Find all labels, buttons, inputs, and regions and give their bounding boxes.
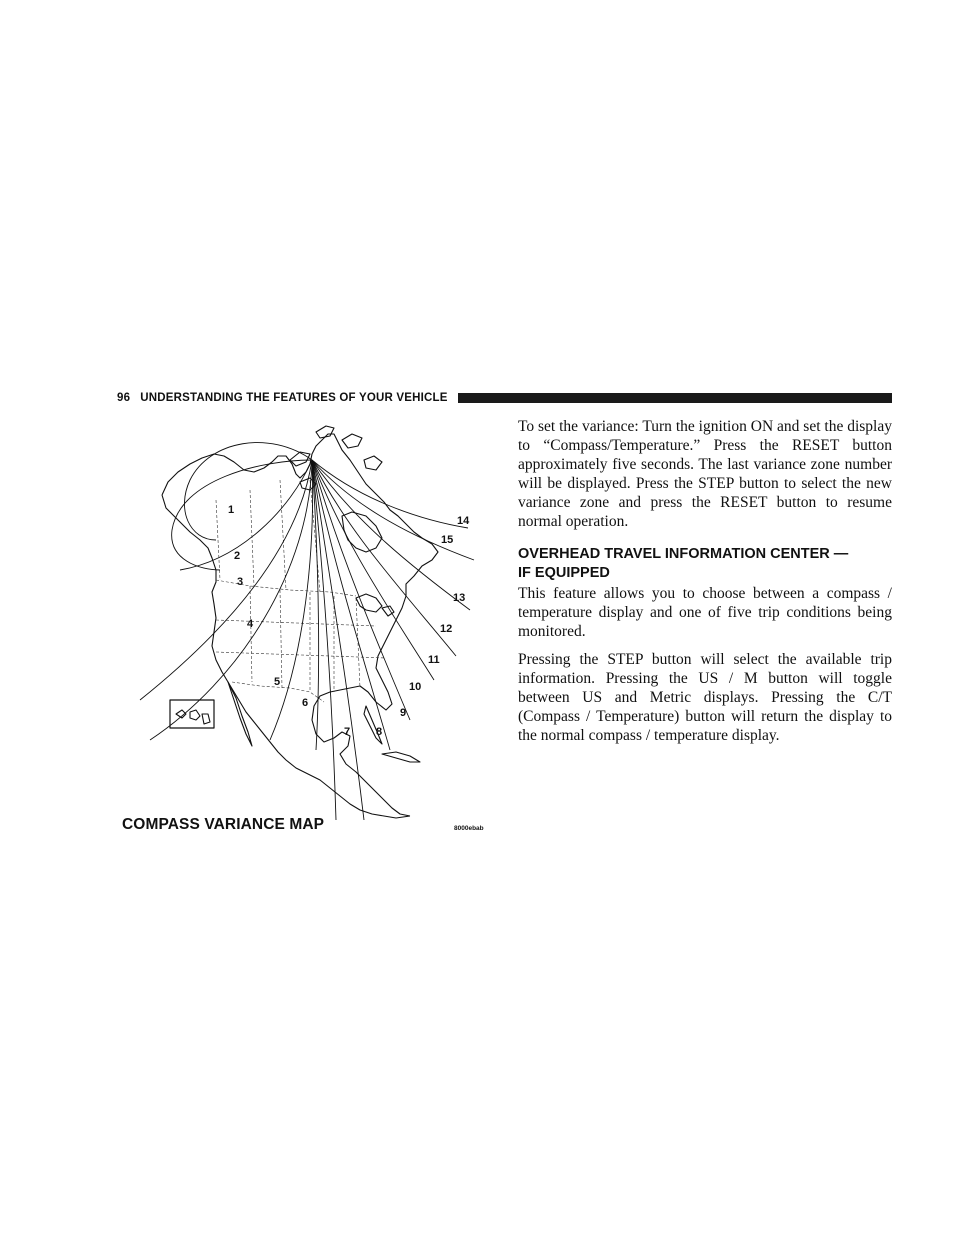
zone-label: 7 [344,726,351,738]
zone-label: 9 [400,707,407,719]
section-heading-line-2: IF EQUIPPED [518,565,610,581]
zone-boundary-line-9 [312,460,390,750]
section-heading [518,545,892,583]
section-heading-line-1: OVERHEAD TRAVEL INFORMATION CENTER — [518,546,849,562]
zone-label: 4 [247,618,254,630]
florida [364,706,382,744]
zone-boundary-arc-4 [140,460,312,700]
zone-label: 11 [428,654,440,666]
body-text-column [518,417,892,754]
header-title: UNDERSTANDING THE FEATURES OF YOUR VEHICLE [140,392,448,404]
zone-label: 12 [440,623,453,635]
zone-boundary-arc-2 [172,460,312,570]
zone-label: 1 [228,504,235,516]
paragraph-feature-description: This feature allows you to choose between a compass / temperature display and one of five trip conditions being monitored. [518,585,892,640]
zone-label: 3 [237,576,244,588]
page-number: 96 [117,392,131,404]
figure-code: 8000ebab [454,825,484,832]
zone-boundary-line-15 [312,460,468,528]
header-rule [458,393,892,403]
zone-label: 2 [234,550,241,562]
paragraph-step-button: Pressing the STEP button will select the available trip information. Pressing the US / M button will toggle between US and Metric displays. Pressing the C/T (Compass / Temperature) button will return the display to the normal compass / temperature display. [518,651,892,744]
zone-label: 15 [441,534,454,546]
cuba [382,752,420,762]
arctic-islands [290,426,382,490]
running-header [117,389,892,407]
great-lakes [356,594,394,616]
zone-label: 13 [453,592,466,604]
compass-variance-map-figure [120,420,490,840]
baja-peninsula [228,682,252,746]
figure-caption: COMPASS VARIANCE MAP [122,816,325,833]
zone-label: 14 [457,515,470,527]
paragraph-set-variance: To set the variance: Turn the ignition ON and set the display to “Compass/Temperature.” Press the RESET button approximately five seconds. The last variance zone number will be displayed. Press the STEP button to select the new variance zone and press the RESET button to resume normal operation. [518,418,892,530]
zone-boundary-arc-5 [150,460,312,740]
continent-west-coast [162,495,410,818]
zone-boundary-line-10 [312,460,410,720]
zone-label: 5 [274,676,281,688]
province-borders [216,480,320,592]
hudson-bay [342,512,382,552]
compass-variance-map [120,420,490,820]
zone-label: 8 [376,726,383,738]
zone-label: 6 [302,697,309,709]
zone-label: 10 [409,681,422,693]
zone-boundary-arc-3 [180,460,312,570]
